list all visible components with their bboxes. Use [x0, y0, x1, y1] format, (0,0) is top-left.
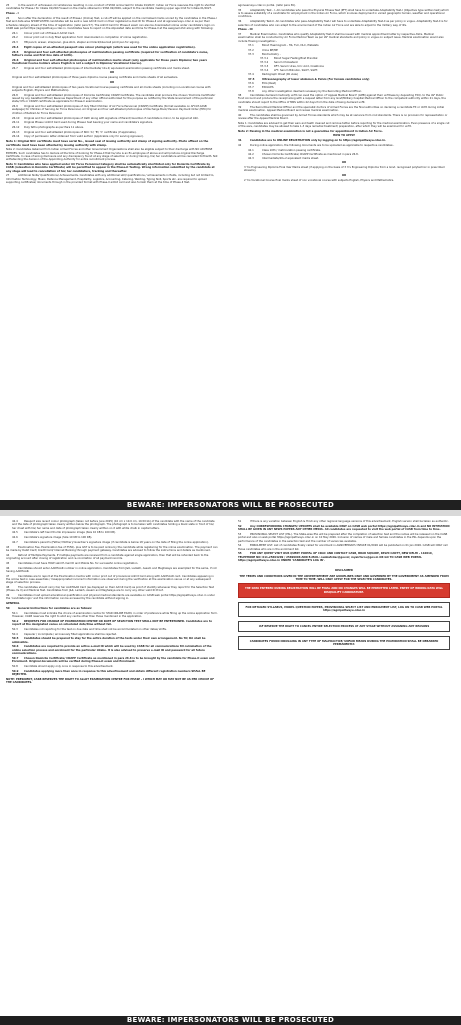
- paragraph: [6, 71, 218, 74]
- paragraph-text: Colour print out in duly filled application form downloaded on completion of online registration.: [24, 36, 148, 40]
- paragraph: [238, 130, 450, 133]
- paragraph: [6, 135, 218, 138]
- paragraph-number: 37.4: [248, 73, 254, 77]
- paragraph-number: 26.12: [12, 126, 20, 129]
- paragraph: [6, 541, 218, 544]
- paragraph-text: The candidates shall be governed by Armed Forces standards which may be at variance from civil standards. There is no provision for representation or review after the Appeal Medical Board.: [238, 113, 448, 120]
- paragraph-number: 38: [238, 94, 242, 98]
- paragraph: [238, 174, 450, 177]
- impersonator-warning-banner-bottom: BEWARE: IMPERSONATORS WILL BE PROSECUTED: [0, 1016, 461, 1025]
- paragraph-text: EXCLUPS: [262, 85, 274, 89]
- paragraph-text: Serum Cholesterol: [274, 60, 298, 64]
- paragraph: [6, 51, 218, 58]
- paragraph: [6, 602, 218, 605]
- paragraph-text: Note 3: Candidates who have applied under Air Force Personnel Category shall be automatically shortlisted only for Domicile Certificate by CASB (relaxation in Domicile Certificate) will be permitted to appear in the Phase-II Testing. Wrong information submitted by the candidate at any stage will lead to cancellation of his/ her candidature, tracking and thereafter.: [6, 163, 215, 173]
- paragraph: [6, 46, 218, 49]
- paragraph: [238, 552, 450, 562]
- paragraph: [6, 628, 218, 631]
- paragraph-text: Any CORRESPONDING CHANGES/ UPDATES shall be available ONLY on CASB web portal https://agnipathvayu.cdac.in and NO INTIMATION SHALL BE GIVEN IN ANY NEWS PAPERS ANY OTHER MEDIA. All candidates are requested to visit the web portal of CASB from time to time.: [238, 524, 450, 532]
- paragraph-number: 37.1: [248, 44, 254, 48]
- paragraph-text: Copy of permission letter obtained from valid authori (Applicable only for serving Agniveer).: [24, 135, 144, 139]
- paragraph: [6, 121, 218, 124]
- paragraph-text: LFT- Serum Bilirubin, SGOT, SGPT.: [274, 69, 318, 73]
- paragraph-number: 36: [238, 20, 242, 24]
- paragraph-text: Candidates must upload educational qualification and physical medical standards are available on CASB web portal https://agnipathvayu.cdac.in under the 'candidate login' and the information can be accessed by the candidate without signing in.: [6, 594, 215, 601]
- paragraph: [6, 520, 218, 530]
- paragraph: [6, 554, 218, 561]
- paragraph-text: HOW TO APPLY: [333, 134, 355, 138]
- paragraph-text: Passport size recent colour photograph (taken not before June 2025) (10 cm x 10.0 cm, 10-50 kb) of the candidate with the name of the candidate and the date of photograph taken clearly written below the photograph. The photograph is to be taken with candidates holding a black slate in front of his/ her chest with his/ her name and date of photograph taken clearly written on it with white chalk in capital letters.: [12, 520, 215, 530]
- paragraph: [6, 105, 218, 115]
- paragraph-number: 44: [6, 553, 10, 557]
- paragraph-text: Duly fethu photographs as per Para 11 above.: [24, 126, 84, 129]
- paragraph-number: 50.2: [12, 619, 19, 623]
- paragraph: [238, 520, 450, 523]
- paragraph-number: 42.1: [248, 148, 254, 152]
- paragraph: [238, 106, 450, 113]
- paragraph-number: 27: [6, 174, 10, 178]
- paragraph-number: 48: [6, 586, 10, 590]
- paragraph-number: 50.6: [12, 645, 19, 649]
- paragraph-text: Colour print out of Phase-II Admit Card.: [24, 31, 75, 35]
- paragraph-number: 39: [238, 105, 242, 109]
- paragraph-text: OR: [109, 71, 115, 75]
- page-1: [0, 0, 461, 510]
- paragraph: [260, 61, 450, 64]
- paragraph: [6, 131, 218, 134]
- paragraph-text: Original and four self-attested photocopies of matriculation marks sheet (only applicable for those years Diploma/ two years Vocational Course holders where English is not a subject in Diploma/ Vocational Course).: [12, 58, 208, 65]
- paragraph: [6, 41, 218, 44]
- warning-notice-box: THE DATA ENTERED DURING REGISTRATION WILL BE FINAL AND NO CHANGES WILL BE PERMITTED LATER. ENTRY OF WRONG DATA WILL DISQUALIFY CANDIDATURE.: [238, 583, 450, 598]
- paragraph-text: Original and four self-attested photocopies of two years Vocational Course passing certificate and all marks sheets (including non-vocational course with subjects English, Physics and Mathematics).: [12, 85, 211, 92]
- paragraph-number: 37.6: [248, 81, 254, 85]
- paragraph-number: 37.3.1: [260, 56, 269, 60]
- paragraph: [248, 53, 450, 56]
- paragraph: [6, 76, 218, 79]
- paragraph-text: Candidates declared medically unfit can avail the option of 'Appeal Medical Board' (AMB) against their unfitness by depositing ₹50/- to the IAF Public Fund Account and produce the receipt along with a request letter from any Govt/Military hospital Medical Officer to the competent authority within 21 days, the candidate should report to the Office of MNS within 42 days from the date of being declared unfit.: [238, 94, 446, 104]
- paragraph-text: Radiograph Chest (PA view): [262, 73, 298, 77]
- notice-box: IAF RESERVE THE RIGHT TO CANCEL ENTIRE SELECTION PROCESS AT ANY STAGE WITHOUT ASSIGNING ANY REASONS: [238, 621, 450, 632]
- paragraph: [6, 665, 218, 668]
- paragraph: [6, 94, 218, 104]
- paragraph-text: Candidate's left hand thumb impression image (Size 10 KB to 100 KB).: [24, 531, 116, 535]
- paragraph-text: Phase - III: [238, 28, 253, 32]
- paragraph: [238, 525, 450, 532]
- paragraph: [248, 157, 450, 160]
- paragraph: [260, 65, 450, 68]
- paragraph-number: 50: [6, 606, 10, 610]
- paragraph-number: 26.13: [12, 130, 20, 134]
- paragraph-number: 53: [238, 532, 242, 536]
- paragraph-text: Original and four self-attested photocopies of three years diploma course passing certificate and marks sheets of all semesters.: [12, 76, 179, 80]
- paragraph-text: Note 1: Candidates are advised to get their ears and teeth cleaned and remove tattoo before reporting for the medical examination. Even presence of a single cut of the ears, candidates may be allowed to take 1-3 days remedial treatment/ preparation, after which they will be examined for unfit.: [238, 121, 450, 128]
- paragraph-text: Original and four self-attested photocopies of Oath along with signature of Parent/ Guardian if candidate is minor, to be signed at ASC.: [24, 116, 199, 120]
- paragraph-text: REQUESTS FOR CHANGE OF EXAMINATION CENTRE OR DATE OF SELECTION TEST SHALL NOT BE ENTERTAINED. Candidates are to report at the designated venue on scheduled date/time without fail.: [12, 619, 212, 627]
- paragraph: [6, 612, 218, 619]
- paragraph-text: Soon after the declaration of the result of Phase-I (Online) Test, a cut-off will be applied on the normalised marks scored by the candidates in the Phase-I Test and data wise SHORTLISTED candidates will be sent a new Admit Card on their registered e-mail ID for Phase-II and at agniveervayu.cdac.in as per their schedule category ahead of the time of registration (refer para 57). The Admit Card for Phase-II exam can also be downloaded online under candidate's login on CASB web portal https://agnipathvayu.cdac.in. Candidates have to report on the stipulated date and time for Phase-II at the assigned ASC along with following:: [6, 16, 217, 30]
- paragraph: [238, 28, 450, 31]
- paragraph-text: Candidates are required to provide an active e-mail ID which will be used by CASB for all communications till culmination of the online selection process and enrolment for the particular intake. It is also advised to preserve e-mail ID and password for all future communications.: [12, 645, 212, 656]
- paragraph: [6, 163, 218, 173]
- paragraph: [6, 567, 218, 574]
- paragraph-number: 51: [238, 520, 242, 523]
- paragraph-text: Urine RE/ME: [262, 48, 278, 52]
- paragraph-text: Phase - I: [6, 12, 19, 16]
- paragraph-number: 26.10: [12, 116, 20, 120]
- paragraph-text: Candidates are to report at the Examination Centre with colour print out of provisional Admit Card along with AADHAAR card. Candidates appearing in the online test in case essentials / misappropriated incorrect information are observed during the verification at the examination venue or at any subsequent stage of selection process.: [6, 574, 214, 585]
- paragraph-text: OR: [109, 80, 115, 84]
- paragraph-number: 37.7: [248, 85, 254, 89]
- paragraph-number: 37.3.2: [260, 60, 269, 64]
- paragraph-text: FOR ANY QUERY VISIT OUR QUERY PORTAL OF CDAC AND CONTACT CASB, BRAR SQUARE, DELHI CANTT, NEW DELHI - 110010, TELEPHONE NO: 011-25694209 / 25699606 AND E-MAIL: casbiafcdac@gov.in; myairforce@gov.in OR GO TO CASB WEB PORTAL https://agnipathvayu.cdac.in UNDER 'CANDIDATE'S LOG IN'.: [238, 552, 433, 562]
- paragraph-number: 26.4: [12, 45, 19, 49]
- page-1-right-column: [238, 4, 450, 183]
- paragraph-number: 26.8: [12, 93, 18, 97]
- paragraph: [238, 9, 450, 19]
- paragraph-text: Candidates must indicate the choice of examination centre for STAR ONLINE EXAM, in order of preference while filling up the online application form. However, CASB reserves the right to allot any centre other than those mentioned in the application.: [12, 611, 218, 618]
- paragraph: [6, 670, 218, 677]
- paragraph-number: 42.4: [12, 520, 18, 523]
- paragraph: [6, 4, 218, 11]
- paragraph-text: Candidates are to ONLINE REGISTRATION only by logging on to https://agnipathvayu.cdac.in.: [250, 139, 386, 143]
- paragraph-text: Medical Examination. Candidates who qualify Adaptability Test-II shall be issued with medical appointment letter by respective ASCs. Medical examination shall be conducted by Air Force Medical Team as per IAF medical standards and policy in vogue on subject issue. Medical examination would also include flowing investigation:-: [238, 32, 444, 43]
- paragraph: [6, 645, 218, 655]
- paragraph: [238, 161, 450, 164]
- paragraph-number: 26.9: [12, 105, 18, 109]
- paragraph: [238, 144, 450, 147]
- paragraph-text: Additional Skills/ Qualifications/ Achievements. Candidates with any additional skill/ qualifications / achievements in fields, including but not limited to, Information Technology, Music, Defence Management, Hospitality, Logistics, Accounting, Catering, Welding, Typing Skill, Sports etc. are required to upload supporting certificates/ documents through in the provided format with Phase-II admit card and also furnish them at the time of Phase-II Test.: [6, 174, 215, 185]
- paragraph-text: Any other investigation deemed necessary by the Recruiting Medical Officer.: [262, 89, 362, 93]
- paragraph-number: 37.8: [248, 89, 254, 93]
- page-2-left-column: [6, 520, 218, 686]
- paragraph: [248, 86, 450, 89]
- paragraph-text: Original and four self-attested photocopies of duly filled Children of Air Force Personnel (CDAPP) Certificate (format available on AFCAT-CASB webpage) for Children of Serving Air Force Personnel, Air Original and four self-attested photocopies of Discharge Book/ Pension Payment Order (PPO) for children of Retired Air Force Personnel.: [12, 105, 212, 115]
- paragraph: [6, 81, 218, 84]
- paragraph-text: Biochemistry -: [262, 52, 281, 56]
- paragraph-text: Candidate's signature image (Size 10 KB to 100 KB).: [24, 536, 93, 540]
- page-2-right-column: [238, 520, 450, 654]
- paragraph-number: 55: [238, 552, 242, 556]
- paragraph: [6, 594, 218, 601]
- paragraph-text: Original and four self-attested photocopies of Domicile Certificate/ CDAPP Certificate. The candidate shall produce the chosen 'Domicile Certificate' issued by any Gazetted Officer/ Revenue Department of any other official authorized for the purpose as notified by the State Government of the particular state/ UTs or CDAPP certificate as applicable for Phase-II examination.: [12, 93, 216, 104]
- disclaimer-text: THE TERMS AND CONDITIONS GIVEN IN THE ADVERTISEMENT ARE GUIDELINES ONLY AND GOVERNED BY THE GOVERNMENT AS AMENDED FROM TIME TO TIME. WILL ONLY APPLY FOR THE SELECTED CANDIDATES.: [239, 574, 449, 582]
- paragraph-text: Intermediate/10+2 equivalent marks sheet.: [262, 156, 319, 160]
- paragraph: [6, 633, 218, 636]
- paragraph-number: 26.11: [12, 121, 20, 125]
- paragraph: [248, 153, 450, 156]
- paragraph-number: 50.4: [12, 632, 18, 636]
- paragraph-number: 42.5: [12, 531, 18, 535]
- paragraph-number: 50.9: [12, 669, 19, 673]
- paragraph-number: 41: [238, 139, 242, 143]
- paragraph: [238, 4, 450, 7]
- paragraph-number: 50.1: [12, 611, 18, 615]
- paragraph: [238, 533, 450, 543]
- page-2: [0, 516, 461, 1024]
- paragraph-text: Original and four self-attested photocopies of matriculation passing certificate (required for verification of candidate's name, father's name and first line date of birth).: [12, 50, 209, 57]
- paragraph-text: Candidates not reporting for the test on due date and time shall not be accommodated on other dates/ shifts.: [24, 627, 167, 631]
- paragraph: [238, 179, 450, 182]
- paragraph-text: Adaptability Test - I. All candidates who pass the Physical Fitness Test (PFT) shall have to undertake Adaptability Test-I (Objective type written test) which is to assess suitability of a candidate for employment in the Indian Air Force, which involves deployment in varied geographic terrain, weather and operational conditions.: [238, 8, 449, 19]
- paragraph-text: OR: [341, 173, 347, 177]
- paragraph: [238, 139, 450, 142]
- paragraph-text: ECG (Rest): [262, 81, 276, 85]
- paragraph-number: 50.8: [12, 664, 18, 668]
- paragraph: [6, 32, 218, 35]
- paragraph-number: 54: [238, 544, 242, 548]
- paragraph: [6, 174, 218, 184]
- paragraph-number: 26.6: [12, 58, 19, 62]
- paragraph: [6, 86, 218, 93]
- paragraph: [238, 114, 450, 121]
- paragraph: [6, 17, 218, 30]
- paragraph-text: Blood Sugar Fasting/Post Prandial: [274, 56, 318, 60]
- paragraph: [248, 90, 450, 93]
- paragraph: [248, 78, 450, 81]
- paragraph-text: PROVISIONAL SELECT LIST (PSL). The State-wise PSL will be prepared after the completion of selection test and the names will be released on the CASB portal and also on web portal https://agnipathvayu.cdac.in on 10 May 2026. Inclusion of names of male and female candidates in the PSL depends upon the performance of the candidates in the selection test and the number of vacancies available.: [238, 532, 448, 543]
- paragraph-text: Original Phase-I Admit Card used during Phase-I test bearing your name and candidate's signature.: [24, 121, 154, 125]
- paragraph-text: Original and four self-attested photocopies of Intermediate/ 10+2/ equivalent examination passing certificate and marks sheet.: [24, 66, 190, 70]
- paragraph: [6, 657, 218, 664]
- page-1-left-column: [6, 4, 218, 186]
- paragraph: [260, 57, 450, 60]
- paragraph: [6, 562, 218, 565]
- paragraph-number: 37: [238, 32, 242, 36]
- paragraph-text: GENERAL: [6, 602, 20, 606]
- paragraph-text: Blood Haemogram - Hb, TLC, DLC, Platelets: [262, 44, 319, 48]
- paragraph-number: 50.5: [12, 637, 19, 641]
- paragraph: [6, 536, 218, 539]
- paragraph-text: Candidates must have HOW valid E-mail ID and Mobile No. for successful online registration.: [18, 561, 139, 565]
- paragraph: [238, 94, 450, 104]
- paragraph-number: 37.5: [248, 77, 255, 81]
- paragraph-number: 26.7: [12, 66, 18, 70]
- paragraph: [238, 122, 450, 129]
- paragraph: [6, 67, 218, 70]
- paragraph-text: NOTE: PRESIDENT, CASB RESERVES THE RIGHT TO ALLOT EXAMINATION CENTRE FOR PHASE - I WHICH MAY OR MAY NOT BE AS PER CHOICE OF THE CANDIDATES.: [6, 677, 215, 684]
- paragraph: [248, 44, 450, 47]
- paragraph-number: 37.3.3: [260, 65, 269, 69]
- paragraph-text: HB pencil, eraser, sharpener, glue stick, stapler and black/blue ball point pen for signing.: [24, 41, 140, 45]
- paragraph-text: The Recruitment Medical Officer and the specialist doctors of Armed Forces are the final authorities on declaring a candidate FIt or Unfit during initial medical examination. Appeal Medical Board and review medical examination.: [238, 105, 445, 112]
- paragraph: [6, 12, 218, 15]
- paragraph: [6, 607, 218, 610]
- paragraph-text: OR: [341, 161, 347, 165]
- paragraph-text: Eight copies of un-attested passport size colour photograph (which was used for the online application registration).: [24, 45, 196, 49]
- paragraph: [248, 149, 450, 152]
- paragraph: [6, 59, 218, 66]
- paragraph: [238, 544, 450, 551]
- paragraph-number: 37.3.4: [260, 69, 269, 73]
- paragraph-number: 42.2: [248, 152, 254, 156]
- paragraph-number: 42.6: [12, 536, 18, 540]
- paragraph: [6, 531, 218, 534]
- paragraph-number: 37.2: [248, 48, 254, 52]
- paragraph-number: 26: [6, 16, 10, 20]
- paragraph-number: 26.3: [12, 41, 18, 45]
- paragraph-text: The candidates should carry his/ her AADHAAR Card (as displayed on their Admit Card) as proof of identity whenever they report for the Selection Test (Phase-I & II) and Medical Test. Candidates from J&K, Ladakh, Assam and Meghalaya are to carry any other valid ID Proof.: [6, 586, 214, 593]
- paragraph-text: Adaptability Test-II. All candidates who pass Adaptability Test-I will have to undertake Adaptability Test-II as per policy in vogue. Adaptability Test-II is for selection of candidates who can adapt to the environment of the Indian Air Force and are able to adjust to the military way of life.: [238, 20, 448, 27]
- paragraph-number: 35: [238, 8, 242, 12]
- paragraph-text: Refund of Multiple Payments. If multiple payments are received from a candidate against single application, then that will be refunded back to the originating account after closing of registration and re-conciliation of all payment records.: [6, 553, 209, 561]
- paragraph-text: RFT- Serum Urea, Uric Acid, Creatinine: [274, 65, 324, 69]
- paragraph: [6, 140, 218, 147]
- paragraph-number: 26.5: [12, 50, 19, 54]
- paragraph: [6, 148, 218, 161]
- notice-box: CANDIDATES FOUND INDULGING IN ANY TYPE OF MALPRACTICE/ UNFAIR MEANS DURING THE EXAMINATION SHALL BE DEBARRED PERMANENTLY.: [238, 636, 450, 651]
- paragraph-number: 45: [6, 561, 10, 565]
- paragraph-text: Class 10th / matriculation passing certificate.: [262, 148, 321, 152]
- disclaimer-title: DISCLAIMER: [335, 569, 353, 573]
- paragraph-text: Candidates applying more than once in response to this advertisement and obtain different registration numbers SHALL BE REJECTED.: [12, 669, 206, 676]
- paragraph-number: 52: [238, 524, 242, 528]
- paragraph-number: 26.1: [12, 31, 18, 35]
- paragraph-text: General Instructions for candidates are as follows:: [18, 606, 93, 610]
- paragraph-number: 42.7: [12, 540, 18, 544]
- paragraph-number: 26.2: [12, 36, 18, 40]
- paragraph-number: 37.3: [248, 52, 254, 56]
- paragraph: [6, 586, 218, 593]
- paragraph-text: Capsular / incomplete / erroneously filled applications shall be rejected.: [24, 632, 118, 636]
- paragraph-text: If there is any variation between English & Hindi any other regional language versions of this advertisement, English version shall be taken as authentic.: [250, 520, 449, 523]
- paragraph: [6, 620, 218, 627]
- paragraph: [248, 73, 450, 76]
- paragraph-number: 40: [238, 113, 242, 117]
- paragraph-text: agniveervayu.cdac.in portal. (refer para 36).: [238, 4, 296, 7]
- paragraph: [6, 678, 218, 685]
- paragraph-number: 47: [6, 574, 10, 578]
- paragraph: [6, 546, 218, 553]
- paragraph-number: 46: [6, 566, 10, 570]
- paragraph: [6, 117, 218, 120]
- paragraph: [238, 33, 450, 43]
- paragraph-text: ENROLMENT LIST. List of candidates finally called for enrolment in AGNIVEERVAYU INTAKE 01/2026 will be published on 01 Jan 2026. CASB will ONLY call those candidates who are in the enrolment list.: [238, 544, 448, 551]
- paragraph-number: 25: [6, 4, 10, 7]
- paragraph-text: In the event of unforeseen circumstances resulting in non-conduct of STAR online test for Intake 01/2027, Indian Air Force reserves the right to shortlist candidates for Phase-I for Intake 01/2027 based on the marks obtained in STAR 02/2026, subject to the candidate meeting upper age limit for Intake 01/2027.: [6, 4, 216, 11]
- paragraph-number: 50.3: [12, 627, 18, 631]
- paragraph-text: During online application, the following documents are to be uploaded as applicable to respective candidates:-: [250, 143, 395, 147]
- paragraph-text: Candidate should apply only once in response to this advertisement.: [24, 664, 114, 668]
- paragraph-text: Original and four self-attested photocopies of NCC 'A'/ 'B'/ 'C' certificate (if applicable).: [24, 130, 137, 134]
- paragraph-number: 49: [6, 594, 10, 598]
- paragraph-number: 26.14: [12, 135, 20, 139]
- paragraph: [238, 20, 450, 27]
- paragraph: [6, 36, 218, 39]
- paragraph-text: Chosen Domicile Certificate/ CDAPP Certificate as mentioned in para 26.8.: [262, 152, 359, 156]
- paragraph: [248, 49, 450, 52]
- paragraph-text: Note 2: Candidates debarred from Indian Armed Forces and other Government Organisations shall also be eligible subject to their discharge with NO ADVERSE ENTRIES. Such candidates has to declare at the time of booking for Phase-II that he/ she is an Ex-employee of above and will produce original Discharge Certificate. In case of wrong disclosure and any discrepancy found at any stage of selection or during training, his/ her candidature will be cancelled forthwith. Not withstanding the decision of the Appointing Authority for entire recruitment process.: [6, 148, 218, 162]
- paragraph-text: Note 1: Original NCC certificate must have serial No., issued seal of issuing authority and stamp of signing authority. Photo affixed on the certificate must have been attested by issuing authority with stamp.: [6, 140, 209, 147]
- paragraph-number: 50.7: [12, 656, 19, 660]
- paragraph: [248, 82, 450, 85]
- paragraph-text: Candidates should be prepared to stay for the entire duration of the tests under their own arrangement. No TA/ DA shall be admissible.: [12, 637, 206, 644]
- paragraph: [238, 166, 450, 173]
- paragraph: [6, 126, 218, 129]
- notice-box: FOR DETAILED SYLLABUS, MODEL QUESTION PAPERS, PROVISIONAL SELECT LIST AND ENROLMENT LIST, LOG ON TO CASB WEB PORTAL https://agnipathvayu.cdac.in: [238, 602, 450, 617]
- paragraph-text: Candidates should enter AADHAAR number in online application. Candidates from J&K, Ladakh, Assam and Meghalaya are exempted for the same, if not having AADHAAR.: [6, 566, 217, 573]
- paragraph-text: Examination Fee. Examination fee of ₹550/- plus GST is to be paid online by the candidate while registering for the online examination. The payment can be made by Debit Card/ Credit Card/ Internet Banking through payment gateway. Candidates are advised to follow the instructions and details as mentioned.: [6, 545, 218, 552]
- paragraph-number: 43: [6, 545, 10, 549]
- paragraph: [6, 637, 218, 644]
- paragraph-number: 42.3: [248, 156, 254, 160]
- paragraph-text: Chosen Domicile Certificate/ CDAPP Certificate as mentioned in para 26.8 is to be brought by the candidate for Phase-II exam and Enrolment. Original documents will be verified during Phase-II exam and Enrolment.: [12, 656, 215, 664]
- paragraph-text: 2 Yrs Vocational Course final marks sheet of non vocational course with subjects English, Physics and Mathematics.: [244, 178, 395, 182]
- paragraph-text: Candidate's parent's (Father/ Mother)/ Guardian's signature image (if candidate is below 18 years on the date of filling the online application).: [24, 540, 209, 544]
- paragraph-text: 3 Yrs Engineering Diploma Final Year Marks sheet (if applying on the basis of 3 Yrs Engineering Diploma from a Govt. recognised polytechnic in prescribed streams).: [244, 165, 445, 173]
- impersonator-warning-banner: BEWARE: IMPERSONATORS WILL BE PROSECUTED: [0, 500, 461, 510]
- paragraph: [238, 134, 450, 137]
- paragraph-text: Note 2: Passing in the medical examination is not a guarantee for appointment in Indian Air Force.: [238, 129, 383, 133]
- paragraph-text: Ultrasonography of lower abdomen & Pelvis (For female candidates only): [262, 77, 370, 81]
- paragraph-number: 42: [238, 143, 242, 147]
- paragraph: [6, 575, 218, 585]
